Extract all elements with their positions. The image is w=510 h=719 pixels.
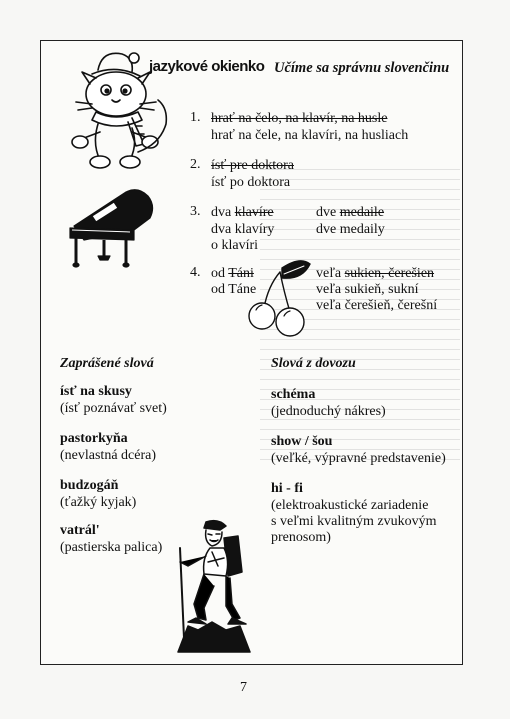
rule-prefix: dve: [316, 205, 337, 220]
rule-wrong-word: Táni: [228, 266, 254, 281]
import-term: show / šou: [271, 434, 333, 449]
rule-right: dva klavíry: [211, 222, 275, 237]
rule-prefix: od: [211, 266, 225, 281]
piano-icon: [64, 184, 164, 270]
rule-wrong: hrať na čelo, na klavír, na husle: [211, 111, 388, 126]
rule-right: ísť po doktora: [211, 175, 291, 190]
section-label: jazykové okienko: [149, 58, 265, 75]
rule-wrong-line: [316, 265, 434, 282]
import-words-heading: Slová z dovozu: [271, 356, 356, 371]
rule-wrong-word: medaile: [339, 205, 385, 220]
dusty-definition: (ísť poznávať svet): [60, 401, 167, 416]
rule-number: 2.: [190, 157, 201, 172]
rule-wrong-line: [316, 204, 384, 221]
dusty-term: budzogáň: [60, 478, 119, 493]
dusty-term: pastorkyňa: [60, 431, 128, 446]
rule-wrong: ísť pre doktora: [211, 158, 294, 173]
page-number: 7: [240, 680, 247, 695]
dusty-definition: (nevlastná dcéra): [60, 448, 156, 463]
rule-right: o klavíri: [211, 238, 259, 253]
import-definition: (veľké, výpravné predstavenie): [271, 451, 446, 466]
rule-prefix: dva: [211, 205, 232, 220]
rule-right: veľa sukieň, sukní: [316, 282, 419, 297]
rule-wrong-line: [211, 204, 274, 221]
rule-right: dve medaily: [316, 222, 385, 237]
dusty-words-heading: Zaprášené slová: [60, 356, 154, 371]
rule-wrong-word: sukien, čerešien: [344, 266, 435, 281]
dusty-term: ísť na skusy: [60, 384, 132, 399]
rule-number: 1.: [190, 110, 201, 125]
hiker-icon: [168, 518, 252, 654]
rule-wrong-word: klavíre: [234, 205, 274, 220]
cherries-icon: [244, 256, 312, 340]
import-definition: (jednoduchý nákres): [271, 404, 386, 419]
rule-number: 3.: [190, 204, 201, 219]
import-definition: prenosom): [271, 530, 331, 545]
import-definition: (elektroakustické zariadenie: [271, 498, 429, 513]
page-title: Učíme sa správnu slovenčinu: [274, 60, 450, 76]
rule-right: hrať na čele, na klavíri, na husliach: [211, 128, 409, 143]
rule-right: od Táne: [211, 282, 257, 297]
dusty-definition: (ťažký kyjak): [60, 495, 137, 510]
rule-right: veľa čerešieň, čerešní: [316, 298, 438, 313]
import-term: hi - fi: [271, 481, 303, 496]
rule-number: 4.: [190, 265, 201, 280]
dusty-definition: (pastierska palica): [60, 540, 163, 555]
import-term: schéma: [271, 387, 316, 402]
dusty-term: vatrál': [60, 523, 100, 538]
import-definition: s veľmi kvalitným zvukovým: [271, 514, 437, 529]
rule-prefix: veľa: [316, 266, 342, 281]
